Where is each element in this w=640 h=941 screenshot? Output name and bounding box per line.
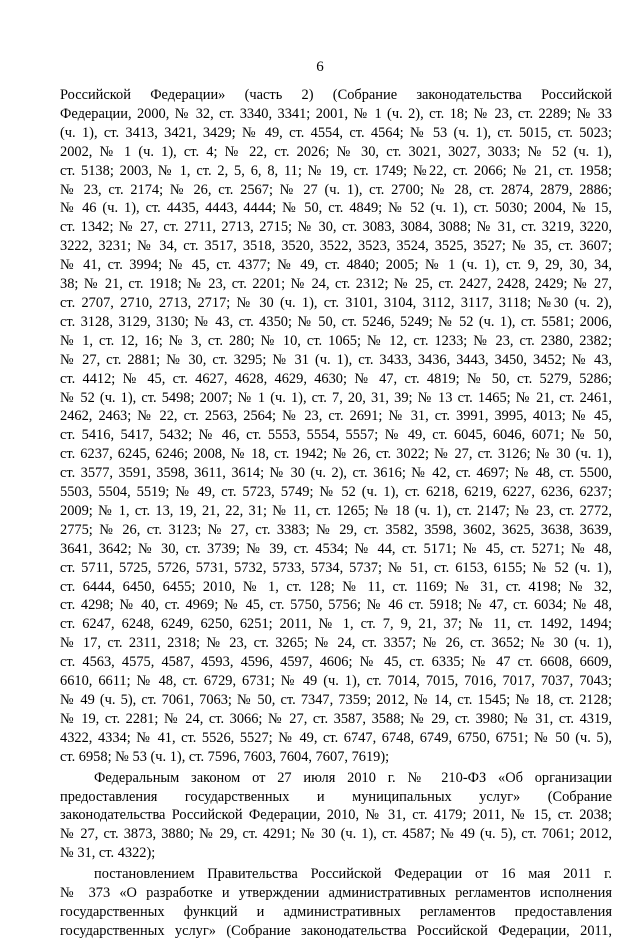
text-line: ст. 5138; 2003, № 1, ст. 2, 5, 6, 8, 11; № 19, ст. 1749; №22, ст. 2066; № 21, ст. 1958; (60, 162, 612, 179)
text-line: ст. 6247, 6248, 6249, 6250, 6251; 2011, № 1, ст. 7, 9, 21, 37; № 11, ст. 1492, 1494; (60, 616, 612, 633)
text-line: № 27, ст. 3873, 3880; № 29, ст. 4291; № 30 (ч. 1), ст. 4587; № 49 (ч. 5), ст. 7061; 2012, (60, 826, 612, 843)
text-line: ст. 6444, 6450, 6455; 2010, № 1, ст. 128; № 11, ст. 1169; № 31, ст. 4198; № 32, (60, 578, 612, 595)
text-line: № 27, ст. 2881; № 30, ст. 3295; № 31 (ч. 1), ст. 3433, 3436, 3443, 3450, 3452; № 43, (60, 351, 612, 368)
text-line: постановлением Правительства Российской Федерации от 16 мая 2011 г. (94, 866, 612, 883)
text-line: 2775; № 26, ст. 3123; № 27, ст. 3383; № 29, ст. 3582, 3598, 3602, 3625, 3638, 3639, (60, 521, 612, 538)
text-line: № 23, ст. 2174; № 26, ст. 2567; № 27 (ч. 1), ст. 2700; № 28, ст. 2874, 2879, 2886; (60, 181, 612, 198)
text-line: ст. 6237, 6245, 6246; 2008, № 18, ст. 1942; № 26, ст. 3022; № 27, ст. 3126; № 30 (ч. 1), (60, 446, 612, 463)
text-line: № 52 (ч. 1), ст. 5498; 2007; № 1 (ч. 1), ст. 7, 20, 31, 39; № 13 ст. 1465; № 21, ст. 2461, (60, 389, 612, 406)
text-line: 5503, 5504, 5519; № 49, ст. 5723, 5749; № 52 (ч. 1), ст. 6218, 6219, 6227, 6236, 6237; (60, 484, 612, 501)
text-line: ст. 4298; № 40, ст. 4969; № 45, ст. 5750, 5756; № 46 ст. 5918; № 47, ст. 6034; № 48, (60, 597, 612, 614)
text-line: законодательства Российской Федерации, 2010, № 31, ст. 4179; 2011, № 15, ст. 2038; (60, 807, 612, 824)
text-line: № 19, ст. 2281; № 24, ст. 3066; № 27, ст. 3587, 3588; № 29, ст. 3980; № 31, ст. 4319, (60, 710, 612, 727)
text-line: 38; № 21, ст. 1918; № 23, ст. 2201; № 24, ст. 2312; № 25, ст. 2427, 2428, 2429; № 27, (60, 276, 612, 293)
text-line: ст. 5711, 5725, 5726, 5731, 5732, 5733, 5734, 5737; № 51, ст. 6153, 6155; № 52 (ч. 1), (60, 559, 612, 576)
text-line: ст. 5416, 5417, 5432; № 46, ст. 5553, 5554, 5557; № 49, ст. 6045, 6046, 6071; № 50, (60, 427, 612, 444)
text-line: 2009; № 1, ст. 13, 19, 21, 22, 31; № 11, ст. 1265; № 18 (ч. 1), ст. 2147; № 23, ст. 2772, (60, 502, 612, 519)
text-line: 2002, № 1 (ч. 1), ст. 4; № 22, ст. 2026; № 30, ст. 3021, 3027, 3033; № 52 (ч. 1), (60, 143, 612, 160)
text-line: № 49 (ч. 5), ст. 7061, 7063; № 50, ст. 7347, 7359; 2012, № 14, ст. 1545; № 18, ст. 2128; (60, 692, 612, 708)
text-line: ст. 4563, 4575, 4587, 4593, 4596, 4597, 4606; № 45, ст. 6335; № 47 ст. 6608, 6609, (60, 654, 612, 671)
text-line: ст. 2707, 2710, 2713, 2717; № 30 (ч. 1), ст. 3101, 3104, 3112, 3117, 3118; №30 (ч. 2), (60, 294, 612, 311)
text-line: 6610, 6611; № 48, ст. 6729, 6731; № 49 (ч. 1), ст. 7014, 7015, 7016, 7017, 7037, 7043; (60, 673, 612, 690)
text-line: ст. 3577, 3591, 3598, 3611, 3614; № 30 (ч. 2), ст. 3616; № 42, ст. 4697; № 48, ст. 5500, (60, 465, 612, 482)
text-line: № 41, ст. 3994; № 45, ст. 4377; № 49, ст. 4840; 2005; № 1 (ч. 1), ст. 9, 29, 30, 34, (60, 257, 612, 274)
text-line: 2462, 2463; № 22, ст. 2563, 2564; № 23, ст. 2691; № 31, ст. 3991, 3995, 4013; № 45, (60, 408, 612, 425)
text-line: государственных услуг» (Собрание законодательства Российской Федерации, 2011, (60, 922, 612, 939)
text-line: Федерации, 2000, № 32, ст. 3340, 3341; 2001, № 1 (ч. 2), ст. 18; № 23, ст. 2289; № 33 (60, 105, 612, 122)
text-line: предоставления государственных и муниципальных услуг» (Собрание (60, 788, 612, 805)
text-line: ст. 3128, 3129, 3130; № 43, ст. 4350; № 50, ст. 5246, 5249; № 52 (ч. 1), ст. 5581; 2006, (60, 313, 612, 330)
document-body (60, 86, 612, 941)
text-line: № 17, ст. 2311, 2318; № 23, ст. 3265; № 24, ст. 3357; № 26, ст. 3652; № 30 (ч. 1), (60, 635, 612, 652)
text-line: Российской Федерации» (часть 2) (Собрание законодательства Российской (60, 87, 612, 103)
text-line: 4322, 4334; № 41, ст. 5526, 5527; № 49, ст. 6747, 6748, 6749, 6750, 6751; № 50 (ч. 5), (60, 729, 612, 746)
text-line: 3641, 3642; № 30, ст. 3739; № 39, ст. 4534; № 44, ст. 5171; № 45, ст. 5271; № 48, (60, 540, 612, 557)
text-line: № 46 (ч. 1), ст. 4435, 4443, 4444; № 50, ст. 4849; № 52 (ч. 1), ст. 5030; 2004, № 15, (60, 200, 612, 217)
text-line: государственных функций и административных регламентов предоставления (60, 903, 612, 920)
text-line: ст. 6958; № 53 (ч. 1), ст. 7596, 7603, 7604, 7607, 7619); (60, 748, 390, 765)
text-line: № 31, ст. 4322); (60, 845, 156, 862)
paragraph-1 (60, 86, 612, 767)
page-number: 6 (316, 59, 324, 75)
text-line: № 1, ст. 12, 16; № 3, ст. 280; № 10, ст. 1065; № 12, ст. 1233; № 23, ст. 2380, 2382; (60, 332, 612, 349)
text-line: (ч. 1), ст. 3413, 3421, 3429; № 49, ст. 4554, ст. 4564; № 53 (ч. 1), ст. 5015, ст. 5023; (60, 124, 612, 141)
text-line: № 373 «О разработке и утверждении административных регламентов исполнения (60, 885, 612, 902)
text-line: ст. 1342; № 27, ст. 2711, 2713, 2715; № 30, ст. 3083, 3084, 3088; № 31, ст. 3219, 3220, (60, 219, 612, 236)
text-line: 3222, 3231; № 34, ст. 3517, 3518, 3520, 3522, 3523, 3524, 3525, 3527; № 35, ст. 3607; (60, 238, 612, 255)
text-line: Федеральным законом от 27 июля 2010 г. № 210-ФЗ «Об организации (94, 769, 612, 786)
paragraph-2 (60, 769, 612, 864)
text-line: ст. 4412; № 45, ст. 4627, 4628, 4629, 4630; № 47, ст. 4819; № 50, ст. 5279, 5286; (60, 370, 612, 387)
paragraph-3 (60, 865, 612, 941)
